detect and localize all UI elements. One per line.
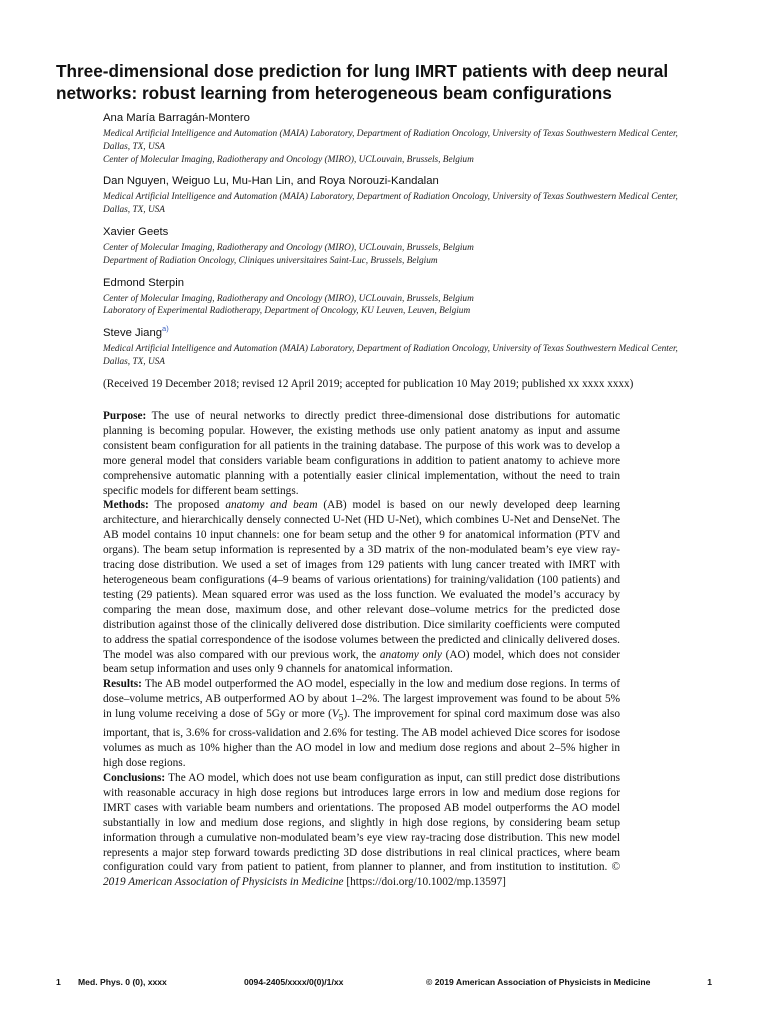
affiliation: Medical Artificial Intelligence and Automation (MAIA) Laboratory, Department of Radiation Oncology, University of Texas Southwestern Medical Center, Dallas, TX, USA bbox=[103, 129, 678, 152]
purpose-text: The use of neural networks to directly predict three-dimensional dose distributions for automatic planning is becoming popular. However, the existing methods use only patient anatomy as input and assume consistent beam configuration for all patients in the training database. The purpose of this work was to develop a more general model that considers variable beam configurations in addition to patient anatomy to achieve more comprehensive automatic planning with a potentially easier clinical implementation, without the need to train specific models for different beam settings. bbox=[103, 410, 620, 497]
volume-subscript: 5 bbox=[338, 713, 344, 724]
page-footer bbox=[56, 977, 712, 991]
paper-title: Three-dimensional dose prediction for lung IMRT patients with deep neural networks: robust learning from heterogeneous beam configurations bbox=[56, 61, 669, 103]
conclusions-text: The AO model, which does not use beam configuration as input, can still predict dose distributions with reasonable accuracy in high dose regions but introduces large errors in low and medium dose regions for IMRT cases with variable beam numbers and orientations. The proposed AB model outperforms the AO model substantially in low and medium dose regions, and slightly in high dose regions, by considering beam setup information through a cumulative non-modulated beam’s eye view ray-tracing dose distribution. This new model represents a major step forward towards predicting 3D dose distributions in real clinical practices, where beam configuration could vary from patient to patient, from planner to planner, and from institution to institution. bbox=[103, 772, 620, 874]
results-label: Results: bbox=[103, 678, 142, 691]
affiliation: Center of Molecular Imaging, Radiotherapy and Oncology (MIRO), UCLouvain, Brussels, Belgium bbox=[103, 293, 474, 304]
page-number: 1 bbox=[707, 977, 712, 987]
abstract-conclusions bbox=[103, 771, 620, 890]
methods-text: (AO) model, which does not consider beam setup information and uses only 9 channels for anatomical information. bbox=[103, 648, 621, 676]
methods-emphasis: anatomy only bbox=[379, 648, 442, 661]
journal-citation: Med. Phys. 0 (0), xxxx bbox=[78, 977, 167, 987]
author-group bbox=[103, 276, 683, 319]
methods-text: The proposed bbox=[154, 499, 220, 512]
purpose-label: Purpose: bbox=[103, 410, 147, 422]
methods-emphasis: anatomy and beam bbox=[225, 499, 318, 512]
affiliation: Center of Molecular Imaging, Radiotherapy and Oncology (MIRO), UCLouvain, Brussels, Belgium bbox=[103, 242, 474, 253]
affiliation: Laboratory of Experimental Radiotherapy, Department of Oncology, KU Leuven, Leuven, Belgium bbox=[103, 306, 471, 317]
abstract-purpose bbox=[103, 409, 620, 498]
author-names: Edmond Sterpin bbox=[103, 276, 185, 289]
author-name-text: Steve Jiang bbox=[103, 327, 163, 340]
abstract-results bbox=[103, 677, 620, 771]
author-names: Dan Nguyen, Weiguo Lu, Mu-Han Lin, and Roya Norouzi-Kandalan bbox=[103, 175, 439, 188]
results-text: The AB model outperformed the AO model, especially in the low and medium dose regions. In terms of dose–volume metrics, AB outperformed AO by about 1–2%. The largest improvement was found to be about 5% in lung volume receiving a dose of 5Gy or more ( bbox=[103, 678, 620, 721]
received-dates: (Received 19 December 2018; revised 12 April 2019; accepted for publication 10 May 2019; published xx xxxx xxxx) bbox=[103, 377, 634, 390]
abstract-methods bbox=[103, 498, 620, 677]
abstract bbox=[103, 409, 620, 890]
author-group bbox=[103, 111, 683, 166]
affiliation: Center of Molecular Imaging, Radiotherapy and Oncology (MIRO), UCLouvain, Brussels, Belgium bbox=[103, 154, 474, 165]
author-group bbox=[103, 225, 683, 268]
front-matter bbox=[103, 111, 683, 391]
results-text: ). The improvement for spinal cord maximum dose was also important, that is, 3.6% for cross-validation and 2.6% for testing. The AB model achieved Dice scores for isodose volumes as much as 10% higher than the AO model in low and medium dose regions and about 2–5% higher in high dose regions. bbox=[103, 708, 620, 770]
affiliation: Medical Artificial Intelligence and Automation (MAIA) Laboratory, Department of Radiation Oncology, University of Texas Southwestern Medical Center, Dallas, TX, USA bbox=[103, 192, 678, 216]
issn: 0094-2405/xxxx/0(0)/1/xx bbox=[244, 977, 344, 987]
methods-text: (AB) model is based on our newly developed deep learning architecture, and hierarchically densely connected U-Net (HD U-Net), which combines U-Net and DenseNet. The AB model contains 10 input channels: one for beam setup and the other 9 for anatomical information (PTV and organs). The beam setup information is represented by a 3D matrix of the non-modulated beam’s eye view ray-tracing dose distribution. We used a set of images from 129 patients with lung cancer treated with IMRT with heterogeneous beam configurations (4–9 beams of various orientations) for training/validation (100 patients) and testing (29 patients). Mean squared error was used as the loss function. We evaluated the model’s accuracy by comparing the mean dose, maximum dose, and other relevant dose–volume metrics for the predicted dose distribution against those of the clinically delivered dose distribution. Dice similarity coefficients were computed to address the spatial correspondence of the isodose volumes between the predicted and clinically delivered doses. The model was also compared with our previous work, the bbox=[103, 499, 621, 661]
page-number: 1 bbox=[56, 977, 61, 987]
abstract-copyright: © 2019 American Association of Physicists in Medicine bbox=[103, 861, 620, 889]
author-names: Ana María Barragán-Montero bbox=[103, 112, 250, 124]
author-names: Xavier Geets bbox=[103, 225, 169, 238]
author-names bbox=[103, 326, 683, 341]
conclusions-label: Conclusions: bbox=[103, 772, 166, 784]
volume-symbol: V bbox=[331, 708, 339, 721]
methods-label: Methods: bbox=[103, 499, 149, 512]
affiliation: Medical Artificial Intelligence and Automation (MAIA) Laboratory, Department of Radiation Oncology, University of Texas Southwestern Medical Center, Dallas, TX, USA bbox=[103, 344, 678, 367]
author-group bbox=[103, 174, 683, 217]
footer-copyright: © 2019 American Association of Physicists in Medicine bbox=[426, 977, 651, 987]
author-group bbox=[103, 326, 683, 369]
doi-link[interactable]: [https://doi.org/10.1002/mp.13597] bbox=[346, 876, 506, 889]
footnote-marker[interactable]: a) bbox=[162, 324, 169, 334]
affiliation: Department of Radiation Oncology, Cliniques universitaires Saint-Luc, Brussels, Belgium bbox=[103, 255, 438, 266]
